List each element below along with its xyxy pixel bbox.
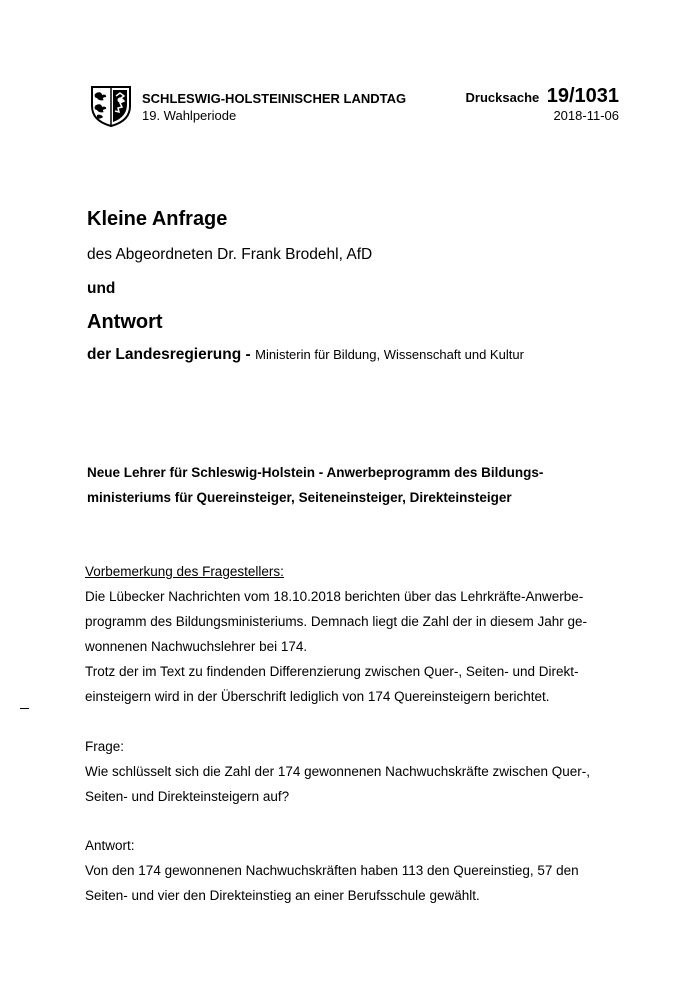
subject-line: Neue Lehrer für Schleswig-Holstein - Anwerbeprogramm des Bildungs-: [87, 465, 544, 480]
paragraph-line: Seiten- und Direkteinsteigern auf?: [85, 789, 290, 804]
paragraph-line: Die Lübecker Nachrichten vom 18.10.2018 berichten über das Lehrkräfte-Anwerbe-: [85, 589, 584, 604]
document-number: [466, 85, 619, 108]
legislative-period: 19. Wahlperiode: [142, 108, 237, 123]
drucksache-label: Drucksache: [465, 90, 540, 105]
paragraph-line: programm des Bildungsministeriums. Demnach liegt die Zahl der in diesem Jahr ge-: [85, 614, 587, 629]
subject-line: ministeriums für Quereinsteiger, Seiteneinsteiger, Direkteinsteiger: [87, 490, 512, 505]
paragraph-line: einsteigern wird in der Überschrift lediglich von 174 Quereinsteigern berichtet.: [85, 689, 550, 704]
landesregierung-label: der Landesregierung -: [87, 346, 251, 363]
preliminary-remark-heading: Vorbemerkung des Fragestellers:: [85, 564, 284, 579]
answer-heading: Antwort:: [85, 838, 135, 853]
drucksache-number: 19/1031: [546, 85, 619, 107]
paragraph-line: Wie schlüsselt sich die Zahl der 174 gewonnenen Nachwuchskräfte zwischen Quer-,: [85, 764, 590, 779]
preliminary-remark-section: [85, 559, 625, 709]
paragraph-line: Seiten- und vier den Direkteinstieg an einer Berufsschule gewählt.: [85, 888, 480, 903]
respondent-line: [87, 346, 524, 364]
answer-section: [85, 833, 625, 908]
parliament-name: SCHLESWIG-HOLSTEINISCHER LANDTAG: [142, 91, 407, 106]
document-date: 2018-11-06: [553, 108, 619, 123]
question-heading: Frage:: [85, 739, 125, 754]
paragraph-line: wonnenen Nachwuchslehrer bei 174.: [85, 639, 308, 654]
author-line: des Abgeordneten Dr. Frank Brodehl, AfD: [87, 246, 373, 263]
conjunction-und: und: [87, 280, 116, 297]
question-section: [85, 734, 625, 809]
subject-heading: [87, 460, 607, 510]
paragraph-line: Trotz der im Text zu findenden Differenzierung zwischen Quer-, Seiten- und Direkt-: [85, 664, 579, 679]
margin-mark: [20, 708, 29, 709]
ministry-name: Ministerin für Bildung, Wissenschaft und Kultur: [255, 347, 524, 362]
document-type-title: Kleine Anfrage: [87, 208, 228, 230]
answer-title: Antwort: [87, 311, 163, 333]
coat-of-arms-icon: [89, 84, 133, 128]
paragraph-line: Von den 174 gewonnenen Nachwuchskräften haben 113 den Quereinstieg, 57 den: [85, 863, 579, 878]
